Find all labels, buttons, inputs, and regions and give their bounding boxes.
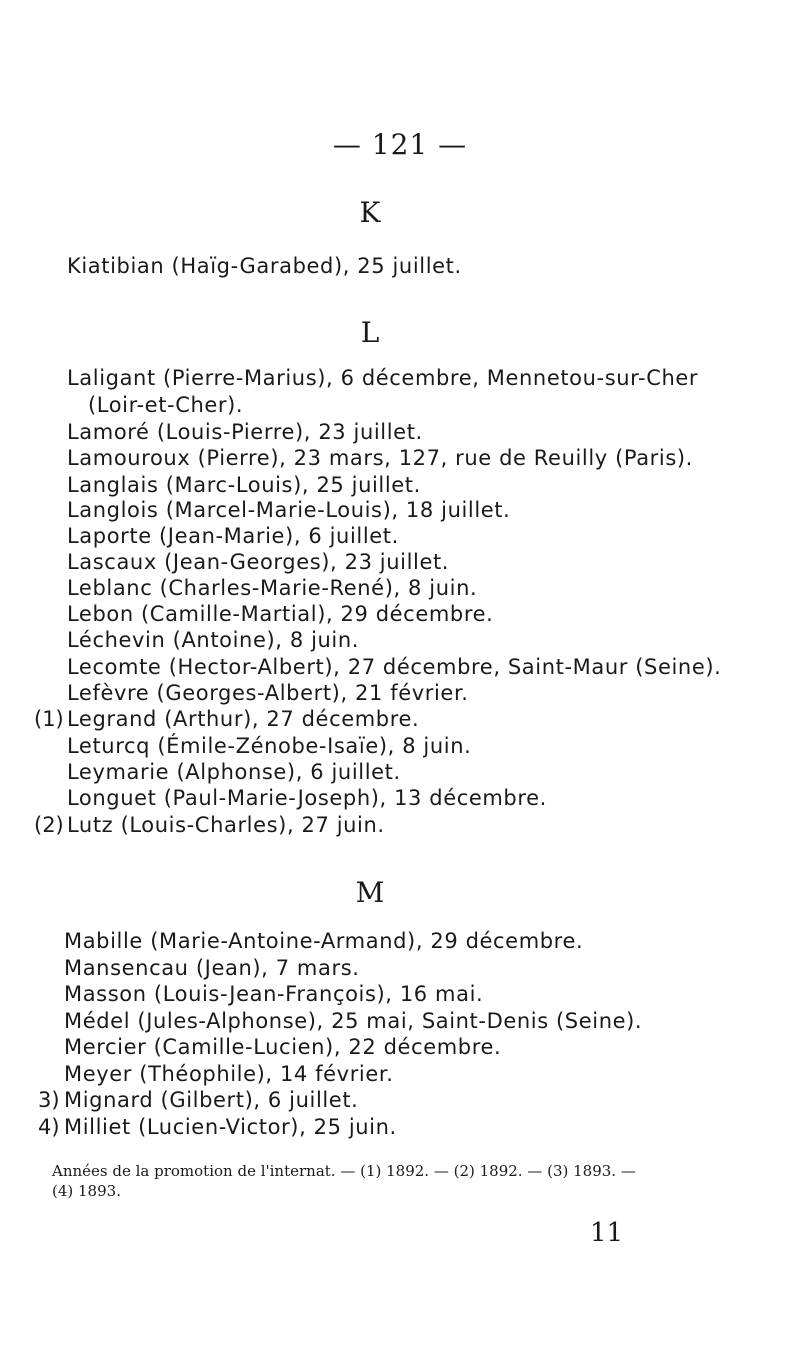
list-item: Leturcq (Émile-Zénobe-Isaïe), 8 juin. bbox=[67, 734, 472, 758]
list-item: Léchevin (Antoine), 8 juin. bbox=[67, 628, 360, 652]
list-item: Leymarie (Alphonse), 6 juillet. bbox=[67, 760, 401, 784]
list-item: Legrand (Arthur), 27 décembre. bbox=[67, 707, 420, 731]
list-item: Médel (Jules-Alphonse), 25 mai, Saint-Denis (Seine). bbox=[64, 1009, 643, 1033]
list-item: Milliet (Lucien-Victor), 25 juin. bbox=[64, 1115, 397, 1139]
footnote-line: Années de la promotion de l'internat. — (1) 1892. — (2) 1892. — (3) 1893. — bbox=[52, 1162, 636, 1180]
signature-mark: 11 bbox=[590, 1218, 624, 1248]
list-item: Langlais (Marc-Louis), 25 juillet. bbox=[67, 473, 421, 497]
list-item: Laligant (Pierre-Marius), 6 décembre, Mennetou-sur-Cher bbox=[67, 366, 699, 390]
list-item: Longuet (Paul-Marie-Joseph), 13 décembre. bbox=[67, 786, 547, 810]
footnote bbox=[52, 1162, 712, 1201]
list-item: (Loir-et-Cher). bbox=[88, 393, 244, 417]
list-item: Meyer (Théophile), 14 février. bbox=[64, 1062, 394, 1086]
list-item: Lascaux (Jean-Georges), 23 juillet. bbox=[67, 550, 450, 574]
list-item: Langlois (Marcel-Marie-Louis), 18 juillet. bbox=[67, 498, 511, 522]
list-item: Leblanc (Charles-Marie-René), 8 juin. bbox=[67, 576, 478, 600]
list-item: Laporte (Jean-Marie), 6 juillet. bbox=[67, 524, 399, 548]
list-item: Kiatibian (Haïg-Garabed), 25 juillet. bbox=[67, 254, 462, 278]
list-item: Lefèvre (Georges-Albert), 21 février. bbox=[67, 681, 469, 705]
list-item: Mignard (Gilbert), 6 juillet. bbox=[64, 1088, 359, 1112]
footnote-marker: (1) bbox=[34, 707, 64, 731]
list-item: Masson (Louis-Jean-François), 16 mai. bbox=[64, 982, 484, 1006]
list-item: Lamoré (Louis-Pierre), 23 juillet. bbox=[67, 420, 423, 444]
list-item: Mansencau (Jean), 7 mars. bbox=[64, 956, 360, 980]
footnote-marker: 3) bbox=[38, 1088, 60, 1112]
footnote-marker: (2) bbox=[34, 813, 64, 837]
list-item: Lecomte (Hector-Albert), 27 décembre, Saint-Maur (Seine). bbox=[67, 655, 722, 679]
list-item: Mabille (Marie-Antoine-Armand), 29 décembre. bbox=[64, 929, 584, 953]
list-item: Mercier (Camille-Lucien), 22 décembre. bbox=[64, 1035, 502, 1059]
section-letter-l: L bbox=[360, 316, 380, 349]
footnote-marker: 4) bbox=[38, 1115, 60, 1139]
list-item: Lamouroux (Pierre), 23 mars, 127, rue de Reuilly (Paris). bbox=[67, 446, 693, 470]
section-letter-m: M bbox=[355, 876, 385, 909]
footnote-line: (4) 1893. bbox=[52, 1181, 121, 1200]
page-number: — 121 — bbox=[332, 128, 468, 161]
list-item: Lutz (Louis-Charles), 27 juin. bbox=[67, 813, 385, 837]
list-item: Lebon (Camille-Martial), 29 décembre. bbox=[67, 602, 494, 626]
section-letter-k: K bbox=[359, 196, 381, 229]
